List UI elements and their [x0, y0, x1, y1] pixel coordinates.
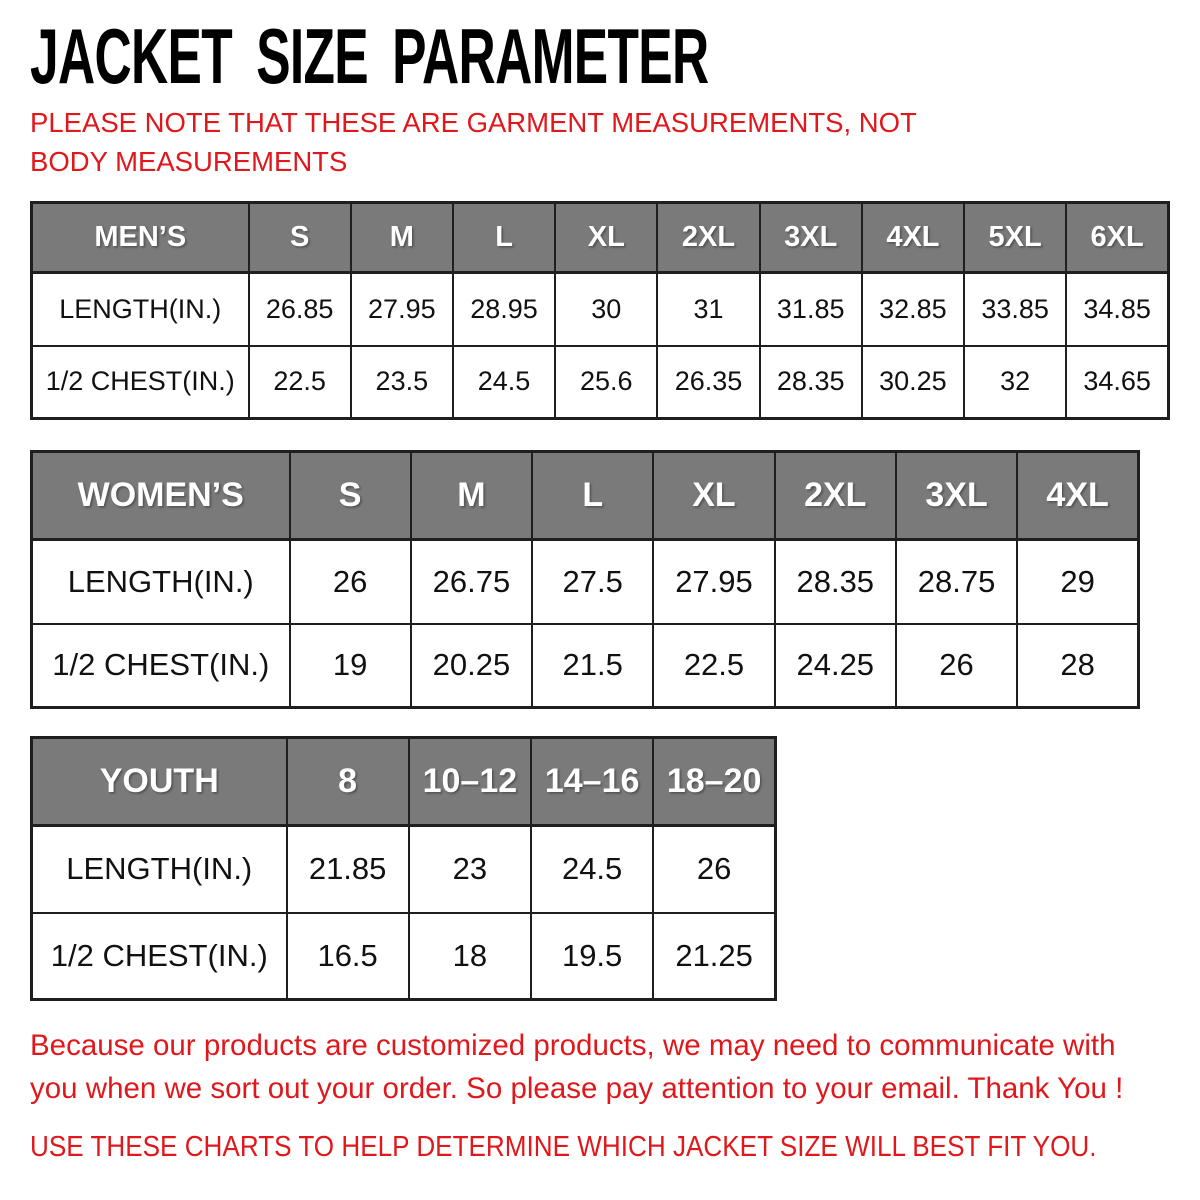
- size-value-cell: 27.95: [351, 273, 453, 346]
- size-value-cell: 19.5: [531, 913, 653, 1000]
- size-value-cell: 26: [290, 540, 411, 624]
- footer-note-paragraph: Because our products are customized products, we may need to communicate with you when we sort out your order. So please pay attention to your email. Thank You !: [30, 1029, 1124, 1105]
- size-column-header: M: [411, 452, 532, 540]
- mens-header-row: [32, 203, 1169, 273]
- size-value-cell: 34.65: [1066, 346, 1168, 419]
- size-value-cell: 32.85: [862, 273, 964, 346]
- footer-advice-line: USE THESE CHARTS TO HELP DETERMINE WHICH JACKET SIZE WILL BEST FIT YOU.: [30, 1130, 1097, 1163]
- size-column-header: 3XL: [760, 203, 862, 273]
- size-value-cell: 22.5: [249, 346, 351, 419]
- size-value-cell: 26: [896, 624, 1017, 708]
- size-value-cell: 30.25: [862, 346, 964, 419]
- size-value-cell: 30: [555, 273, 657, 346]
- measurement-row-label: 1/2 CHEST(IN.): [32, 624, 290, 708]
- size-column-header: 2XL: [775, 452, 896, 540]
- measurement-row-label: LENGTH(IN.): [32, 826, 287, 913]
- mens-table-title-cell: MEN’S: [32, 203, 249, 273]
- garment-measurement-note: PLEASE NOTE THAT THESE ARE GARMENT MEASUREMENTS, NOT BODY MEASUREMENTS: [30, 107, 917, 177]
- size-column-header: 6XL: [1066, 203, 1168, 273]
- size-value-cell: 28.35: [775, 540, 896, 624]
- size-column-header: 4XL: [862, 203, 964, 273]
- size-column-header: 8: [287, 738, 409, 826]
- size-column-header: XL: [653, 452, 774, 540]
- mens-size-table: [30, 201, 1170, 420]
- size-column-header: 5XL: [964, 203, 1066, 273]
- size-column-header: 4XL: [1017, 452, 1138, 540]
- size-column-header: XL: [555, 203, 657, 273]
- size-value-cell: 31.85: [760, 273, 862, 346]
- womens-length-row: [32, 540, 1139, 624]
- size-value-cell: 26.85: [249, 273, 351, 346]
- size-value-cell: 27.5: [532, 540, 653, 624]
- youth-chest-row: [32, 913, 776, 1000]
- page-title: JACKET SIZE PARAMETER: [30, 12, 709, 100]
- size-value-cell: 24.5: [453, 346, 555, 419]
- size-value-cell: 26.75: [411, 540, 532, 624]
- measurement-row-label: LENGTH(IN.): [32, 540, 290, 624]
- size-value-cell: 33.85: [964, 273, 1066, 346]
- size-value-cell: 32: [964, 346, 1066, 419]
- size-value-cell: 29: [1017, 540, 1138, 624]
- size-value-cell: 27.95: [653, 540, 774, 624]
- size-column-header: S: [249, 203, 351, 273]
- size-value-cell: 23: [409, 826, 531, 913]
- size-column-header: S: [290, 452, 411, 540]
- size-value-cell: 20.25: [411, 624, 532, 708]
- size-value-cell: 34.85: [1066, 273, 1168, 346]
- mens-length-row: [32, 273, 1169, 346]
- size-column-header: L: [453, 203, 555, 273]
- youth-length-row: [32, 826, 776, 913]
- size-column-header: 3XL: [896, 452, 1017, 540]
- mens-chest-row: [32, 346, 1169, 419]
- youth-table-title-cell: YOUTH: [32, 738, 287, 826]
- size-column-header: 2XL: [657, 203, 759, 273]
- size-value-cell: 19: [290, 624, 411, 708]
- size-value-cell: 23.5: [351, 346, 453, 419]
- youth-size-table: [30, 736, 777, 1001]
- size-value-cell: 28.75: [896, 540, 1017, 624]
- size-value-cell: 28.95: [453, 273, 555, 346]
- womens-table-title-cell: WOMEN’S: [32, 452, 290, 540]
- measurement-row-label: LENGTH(IN.): [32, 273, 249, 346]
- measurement-row-label: 1/2 CHEST(IN.): [32, 913, 287, 1000]
- size-value-cell: 26.35: [657, 346, 759, 419]
- size-column-header: L: [532, 452, 653, 540]
- size-value-cell: 24.5: [531, 826, 653, 913]
- size-value-cell: 26: [653, 826, 775, 913]
- size-value-cell: 16.5: [287, 913, 409, 1000]
- size-column-header: 14–16: [531, 738, 653, 826]
- size-value-cell: 21.5: [532, 624, 653, 708]
- size-value-cell: 22.5: [653, 624, 774, 708]
- womens-size-table: [30, 450, 1140, 709]
- size-value-cell: 28: [1017, 624, 1138, 708]
- size-column-header: 18–20: [653, 738, 775, 826]
- size-value-cell: 28.35: [760, 346, 862, 419]
- size-value-cell: 31: [657, 273, 759, 346]
- size-column-header: 10–12: [409, 738, 531, 826]
- womens-header-row: [32, 452, 1139, 540]
- size-value-cell: 21.85: [287, 826, 409, 913]
- youth-header-row: [32, 738, 776, 826]
- size-value-cell: 24.25: [775, 624, 896, 708]
- size-column-header: M: [351, 203, 453, 273]
- size-value-cell: 25.6: [555, 346, 657, 419]
- size-value-cell: 18: [409, 913, 531, 1000]
- womens-chest-row: [32, 624, 1139, 708]
- measurement-row-label: 1/2 CHEST(IN.): [32, 346, 249, 419]
- size-value-cell: 21.25: [653, 913, 775, 1000]
